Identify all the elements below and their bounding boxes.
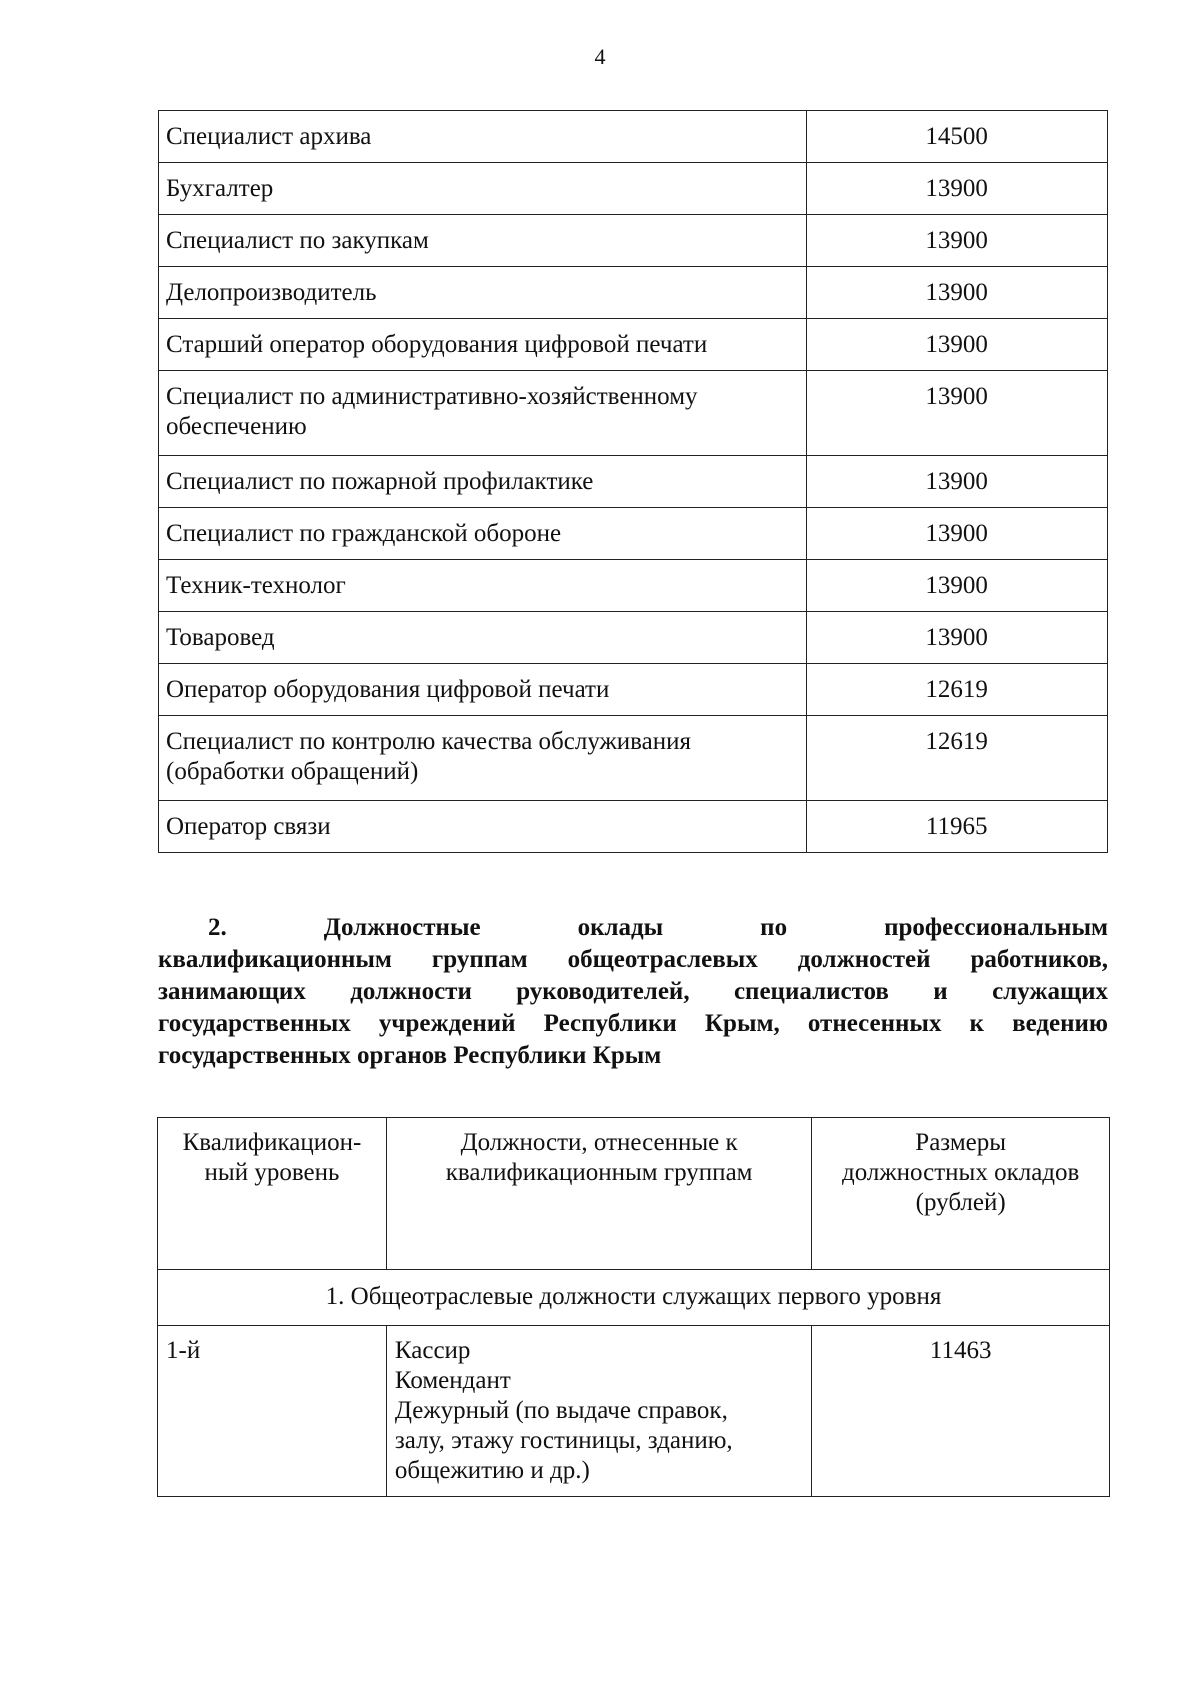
position-name <box>159 716 807 801</box>
table-row <box>159 560 1108 612</box>
header-line: Размеры <box>915 1129 1007 1156</box>
table-row <box>159 267 1108 319</box>
table-header-row <box>158 1118 1110 1270</box>
table-row <box>159 612 1108 664</box>
section-heading-rest: квалификационным группам общеотраслевых должностей работников, занимающих должности руководителей, специалистов и служащих государственных учреждений Республики Крым, отнесенных к ведению государственных органов Республики Крым <box>158 946 1108 1069</box>
salary-value: 13900 <box>807 456 1108 508</box>
position-name-line: Специалист по контролю качества обслуживания <box>166 728 691 755</box>
position-line: Кассир <box>394 1337 471 1364</box>
salary-value: 13900 <box>807 319 1108 371</box>
salary-cell: 11463 <box>812 1326 1110 1497</box>
header-salary <box>812 1118 1110 1270</box>
position-name: Техник-технолог <box>159 560 807 612</box>
level-cell: 1-й <box>158 1326 387 1497</box>
header-line: квалификационным группам <box>445 1159 753 1186</box>
salary-value: 13900 <box>807 215 1108 267</box>
salary-value: 13900 <box>807 508 1108 560</box>
position-name: Товаровед <box>159 612 807 664</box>
table-row <box>159 371 1108 456</box>
page-number: 4 <box>594 44 606 69</box>
position-name-line: обеспечению <box>166 413 307 440</box>
salary-value: 13900 <box>807 371 1108 456</box>
group-row <box>158 1270 1110 1326</box>
group-title: 1. Общеотраслевые должности служащих первого уровня <box>158 1270 1110 1326</box>
header-line: Квалификацион- <box>182 1129 362 1156</box>
position-line: Дежурный (по выдаче справок, <box>394 1397 728 1424</box>
salary-value: 12619 <box>807 664 1108 716</box>
section-heading-first-line: 2. Должностные оклады по профессиональным <box>208 914 1108 941</box>
position-name: Специалист по пожарной профилактике <box>159 456 807 508</box>
position-line: Комендант <box>394 1367 511 1394</box>
table-row <box>159 508 1108 560</box>
salary-value: 14500 <box>807 111 1108 163</box>
position-name: Старший оператор оборудования цифровой печати <box>159 319 807 371</box>
positions-cell <box>386 1326 811 1497</box>
header-level <box>158 1118 387 1270</box>
table-row <box>159 319 1108 371</box>
table-row <box>159 456 1108 508</box>
position-name: Специалист по закупкам <box>159 215 807 267</box>
salary-value: 13900 <box>807 560 1108 612</box>
salary-value: 12619 <box>807 716 1108 801</box>
salary-value: 13900 <box>807 267 1108 319</box>
table-row <box>159 215 1108 267</box>
table-row <box>159 801 1108 853</box>
salary-value: 13900 <box>807 612 1108 664</box>
position-name: Бухгалтер <box>159 163 807 215</box>
position-name-line: Специалист по административно-хозяйственному <box>166 383 698 410</box>
header-line: (рублей) <box>915 1189 1006 1216</box>
position-line: залу, этажу гостиницы, зданию, <box>394 1427 733 1454</box>
salary-table <box>158 110 1108 853</box>
position-name <box>159 371 807 456</box>
table-row <box>159 716 1108 801</box>
table-row <box>159 111 1108 163</box>
header-line: ный уровень <box>204 1159 340 1186</box>
position-name: Оператор оборудования цифровой печати <box>159 664 807 716</box>
position-name: Специалист по гражданской обороне <box>159 508 807 560</box>
table-row <box>159 664 1108 716</box>
table-row <box>159 163 1108 215</box>
salary-value: 11965 <box>807 801 1108 853</box>
header-line: Должности, отнесенные к <box>460 1129 738 1156</box>
position-name: Специалист архива <box>159 111 807 163</box>
position-name: Оператор связи <box>159 801 807 853</box>
salary-value: 13900 <box>807 163 1108 215</box>
qualification-table <box>157 1117 1110 1497</box>
position-name: Делопроизводитель <box>159 267 807 319</box>
section-heading <box>158 912 1108 1072</box>
position-line: общежитию и др.) <box>394 1457 590 1484</box>
header-positions <box>386 1118 811 1270</box>
header-line: должностных окладов <box>842 1159 1080 1186</box>
position-name-line: (обработки обращений) <box>166 758 419 785</box>
table-row <box>158 1326 1110 1497</box>
